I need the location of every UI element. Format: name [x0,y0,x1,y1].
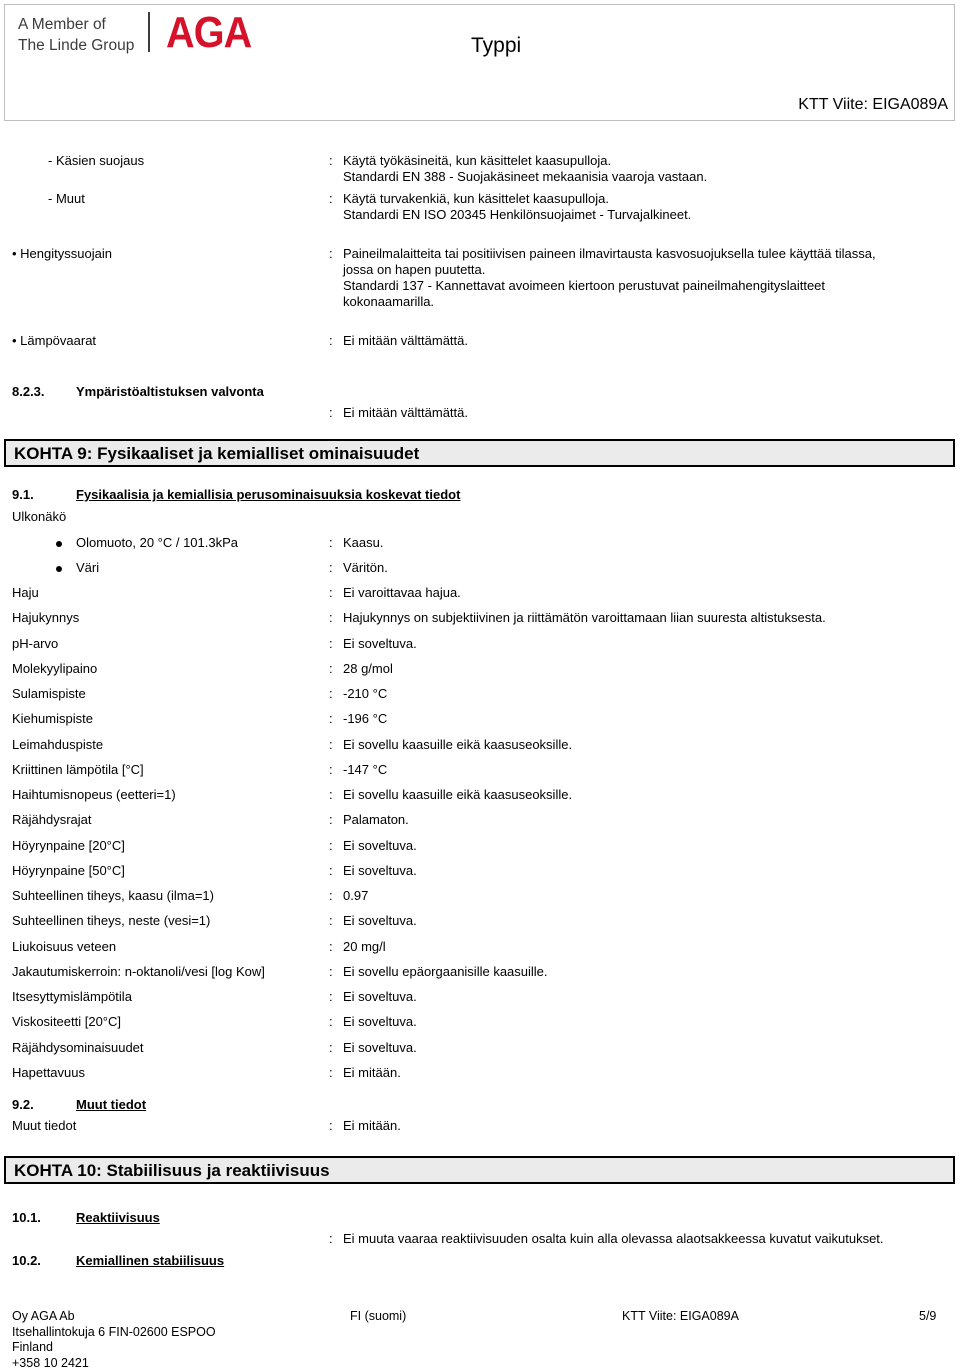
text-line: Paineilmalaitteita tai positiivisen paineen ilmavirtausta kasvosuojuksella tulee käyttää tilassa, [343,246,876,262]
section-heading-text: KOHTA 9: Fysikaaliset ja kemialliset ominaisuudet [14,444,419,464]
property-label: Räjähdysrajat [12,812,92,827]
environmental-exposure-value: Ei mitään välttämättä. [343,405,468,421]
property-label: Hapettavuus [12,1065,85,1080]
property-label: Sulamispiste [12,686,86,701]
colon: : [329,1065,333,1080]
colon: : [329,246,333,261]
other-info-value: Ei mitään. [343,1118,401,1134]
linde-group-logo [18,14,134,56]
property-value: Ei soveltuva. [343,913,417,929]
colon: : [329,737,333,752]
logo-line-1: A Member of [18,14,134,35]
section-heading-text: KOHTA 10: Stabiilisuus ja reaktiivisuus [14,1161,330,1181]
bullet-icon [56,541,62,547]
colon: : [329,1040,333,1055]
property-label: Kiehumispiste [12,711,93,726]
bullet-icon [56,566,62,572]
property-label: Itsesyttymislämpötila [12,989,132,1004]
colon: : [329,863,333,878]
colon: : [329,913,333,928]
property-label: pH-arvo [12,636,58,651]
colon: : [329,838,333,853]
colon: : [329,560,333,575]
other-protection-value [343,191,691,223]
property-label: Haihtumisnopeus (eetteri=1) [12,787,176,802]
property-value: Hajukynnys on subjektiivinen ja riittämätön varoittamaan liian suuresta altistuksesta. [343,610,826,626]
footer-reference: KTT Viite: EIGA089A [622,1309,739,1323]
text-line: Standardi EN 388 - Suojakäsineet mekaanisia vaaroja vastaan. [343,169,707,185]
colon: : [329,964,333,979]
property-value: Ei sovellu epäorgaanisille kaasuille. [343,964,548,980]
logo-divider [148,12,150,52]
property-value: Ei soveltuva. [343,838,417,854]
colon: : [329,939,333,954]
property-label: Suhteellinen tiheys, neste (vesi=1) [12,913,210,928]
colon: : [329,585,333,600]
text-line: Standardi 137 - Kannettavat avoimeen kiertoon perustuvat paineilmahengityslaitteet [343,278,876,294]
property-value: Ei sovellu kaasuille eikä kaasuseoksille. [343,737,572,753]
appearance-item-label: Olomuoto, 20 °C / 101.3kPa [76,535,238,550]
colon: : [329,153,333,168]
colon: : [329,661,333,676]
subsection-title: Ympäristöaltistuksen valvonta [76,384,264,399]
property-value: Ei soveltuva. [343,989,417,1005]
property-label: Kriittinen lämpötila [°C] [12,762,144,777]
property-value: Palamaton. [343,812,409,828]
colon: : [329,1231,333,1246]
subsection-title: Fysikaalisia ja kemiallisia perusominaisuuksia koskevat tiedot [76,487,460,502]
property-value: -196 °C [343,711,387,727]
hand-protection-value [343,153,707,185]
subsection-title: Muut tiedot [76,1097,146,1112]
subsection-number: 10.2. [12,1253,41,1268]
aga-logo: AGA [166,8,251,58]
other-protection-label: - Muut [48,191,85,206]
property-label: Hajukynnys [12,610,79,625]
section-10-heading [4,1156,955,1184]
hand-protection-label: - Käsien suojaus [48,153,144,168]
property-value: Ei soveltuva. [343,863,417,879]
footer-phone: +358 10 2421 [12,1356,216,1371]
property-value: -210 °C [343,686,387,702]
colon: : [329,762,333,777]
property-label: Leimahduspiste [12,737,103,752]
colon: : [329,888,333,903]
subsection-title: Kemiallinen stabiilisuus [76,1253,224,1268]
footer-company: Oy AGA Ab [12,1309,216,1325]
property-value: 0.97 [343,888,368,904]
text-line: kokonaamarilla. [343,294,876,310]
respiratory-protection-value [343,246,876,310]
property-label: Räjähdysominaisuudet [12,1040,144,1055]
section-9-heading [4,439,955,467]
colon: : [329,812,333,827]
thermal-hazards-label: • Lämpövaarat [12,333,96,348]
subsection-number: 9.2. [12,1097,34,1112]
property-label: Jakautumiskerroin: n-oktanoli/vesi [log Kow] [12,964,265,979]
property-value: 28 g/mol [343,661,393,677]
colon: : [329,333,333,348]
subsection-number: 10.1. [12,1210,41,1225]
colon: : [329,610,333,625]
property-label: Liukoisuus veteen [12,939,116,954]
respiratory-protection-label: • Hengityssuojain [12,246,112,261]
property-value: Ei mitään. [343,1065,401,1081]
footer-country: Finland [12,1340,216,1356]
text-line: jossa on hapen puutetta. [343,262,876,278]
property-value: -147 °C [343,762,387,778]
text-line: Käytä työkäsineitä, kun käsittelet kaasupulloja. [343,153,707,169]
footer-address: Itsehallintokuja 6 FIN-02600 ESPOO [12,1325,216,1341]
logo-line-2: The Linde Group [18,35,134,56]
appearance-item-label: Väri [76,560,99,575]
subsection-number: 8.2.3. [12,384,45,399]
appearance-item-value: Kaasu. [343,535,383,551]
subsection-number: 9.1. [12,487,34,502]
colon: : [329,686,333,701]
text-line: Standardi EN ISO 20345 Henkilönsuojaimet - Turvajalkineet. [343,207,691,223]
property-label: Suhteellinen tiheys, kaasu (ilma=1) [12,888,214,903]
other-info-label: Muut tiedot [12,1118,76,1133]
property-label: Höyrynpaine [20°C] [12,838,125,853]
colon: : [329,711,333,726]
property-value: Ei soveltuva. [343,636,417,652]
document-title: Typpi [471,34,521,58]
footer-language: FI (suomi) [350,1309,406,1323]
colon: : [329,787,333,802]
colon: : [329,1014,333,1029]
subsection-title: Reaktiivisuus [76,1210,160,1225]
colon: : [329,535,333,550]
appearance-label: Ulkonäkö [12,509,66,524]
property-value: Ei soveltuva. [343,1040,417,1056]
colon: : [329,636,333,651]
reactivity-value: Ei muuta vaaraa reaktiivisuuden osalta kuin alla olevassa alaotsakkeessa kuvatut vaikutukset. [343,1231,884,1247]
text-line: Käytä turvakenkiä, kun käsittelet kaasupulloja. [343,191,691,207]
footer-page-number: 5/9 [919,1309,936,1323]
property-value: Ei sovellu kaasuille eikä kaasuseoksille. [343,787,572,803]
thermal-hazards-value: Ei mitään välttämättä. [343,333,468,349]
footer-company-block [12,1309,216,1371]
colon: : [329,1118,333,1133]
colon: : [329,191,333,206]
property-value: Ei varoittavaa hajua. [343,585,461,601]
property-value: Ei soveltuva. [343,1014,417,1030]
colon: : [329,989,333,1004]
appearance-item-value: Väritön. [343,560,388,576]
property-label: Molekyylipaino [12,661,97,676]
property-label: Höyrynpaine [50°C] [12,863,125,878]
property-label: Viskositeetti [20°C] [12,1014,121,1029]
property-value: 20 mg/l [343,939,386,955]
colon: : [329,405,333,420]
property-label: Haju [12,585,39,600]
header-reference: KTT Viite: EIGA089A [798,96,948,114]
